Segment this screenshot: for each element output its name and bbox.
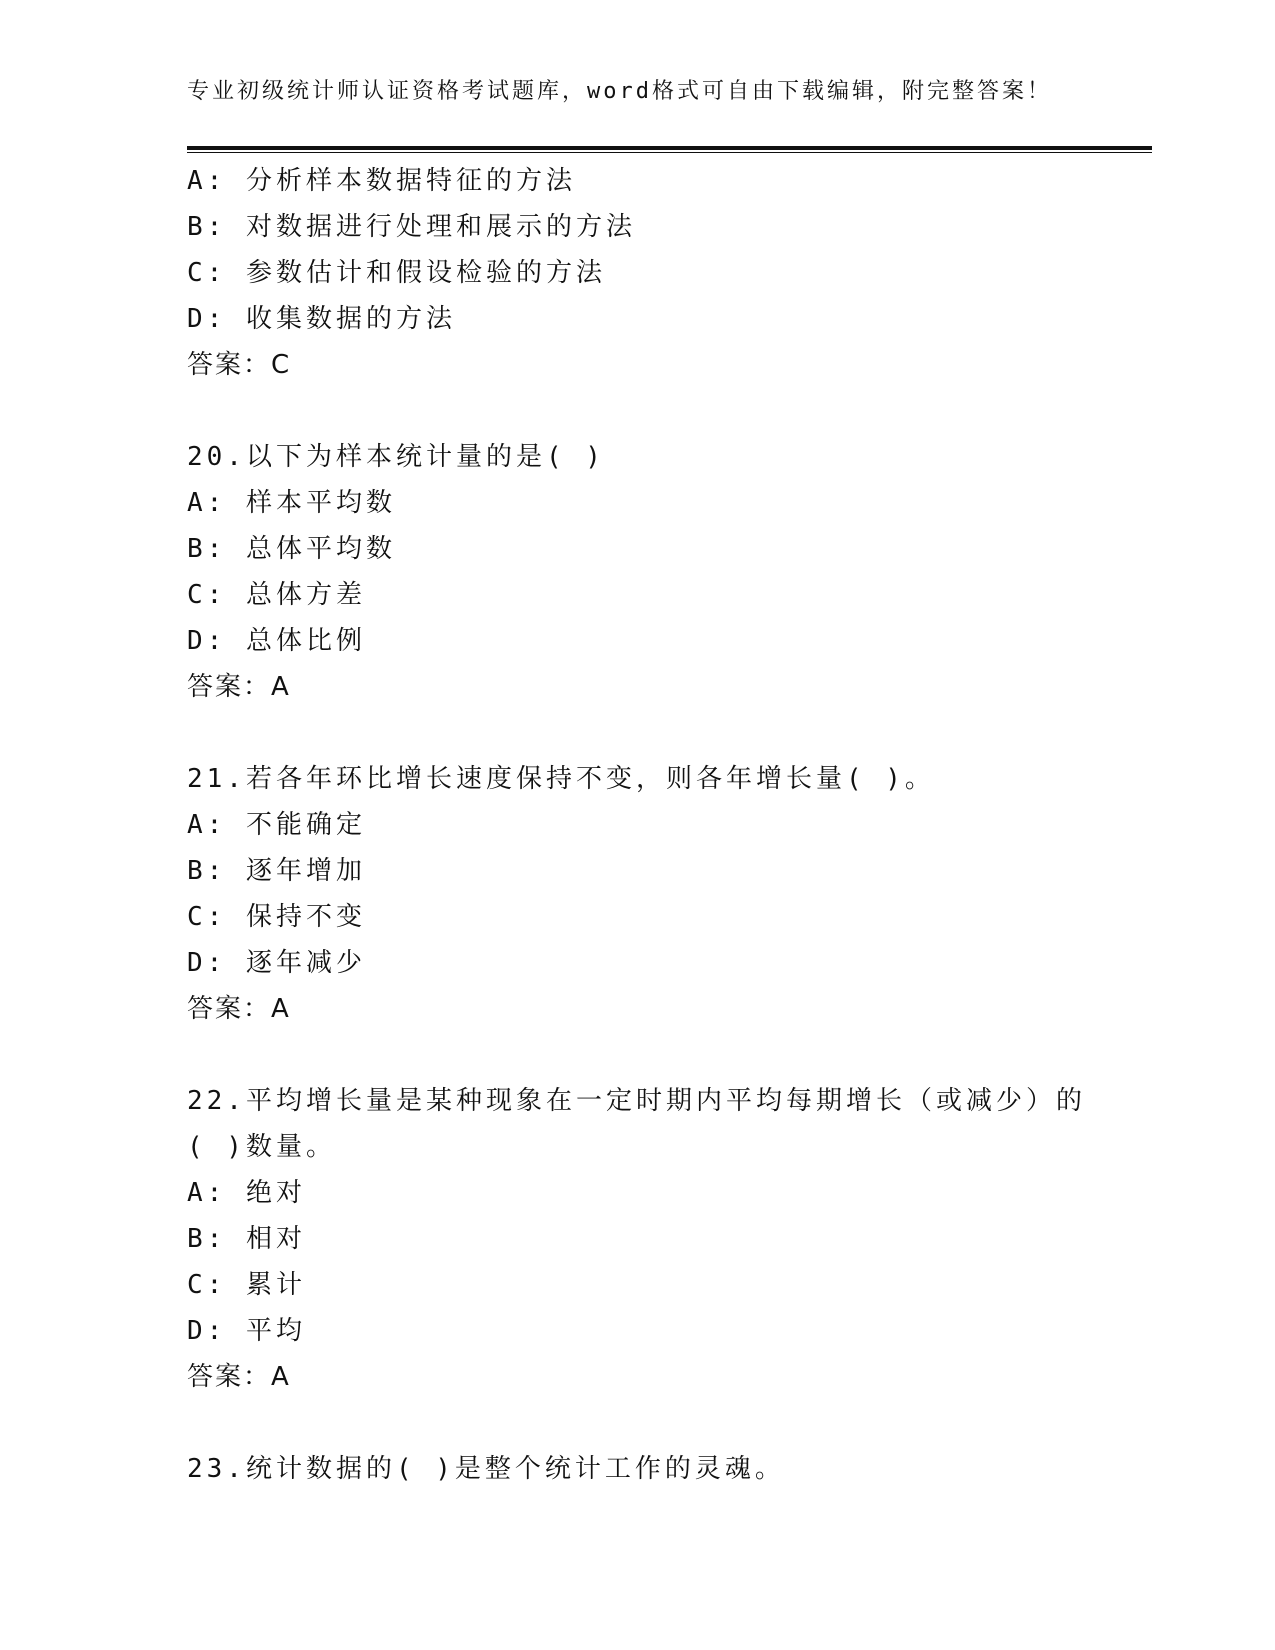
option-d: D: 收集数据的方法 [187,304,456,334]
spacer [187,1400,1147,1446]
question-23 [187,1446,1147,1492]
question-20 [187,434,1147,710]
question-22 [187,1078,1147,1400]
option-a: A: 分析样本数据特征的方法 [187,166,576,196]
option-d: D: 总体比例 [187,626,366,656]
option-c: C: 总体方差 [187,580,366,610]
answer-line: 答案：A [187,1362,291,1392]
option-c: C: 累计 [187,1270,306,1300]
question-stem-continued: ( )数量。 [187,1132,336,1162]
question-19-continued [187,158,1147,388]
option-b: B: 相对 [187,1224,306,1254]
option-a: A: 绝对 [187,1178,306,1208]
header-rule-thick [187,146,1152,150]
spacer [187,1032,1147,1078]
question-stem: 20.以下为样本统计量的是( ) [187,442,605,472]
answer-line: 答案：A [187,994,291,1024]
option-b: B: 逐年增加 [187,856,366,886]
spacer [187,710,1147,756]
option-c: C: 参数估计和假设检验的方法 [187,258,606,288]
option-d: D: 逐年减少 [187,948,366,978]
option-b: B: 总体平均数 [187,534,396,564]
option-c: C: 保持不变 [187,902,366,932]
document-header: 专业初级统计师认证资格考试题库，word格式可自由下载编辑，附完整答案！ [187,79,1052,104]
answer-line: 答案：C [187,350,292,380]
spacer [187,388,1147,434]
question-content [187,158,1147,1492]
answer-line: 答案：A [187,672,291,702]
question-21 [187,756,1147,1032]
option-a: A: 样本平均数 [187,488,396,518]
option-a: A: 不能确定 [187,810,366,840]
question-stem: 21.若各年环比增长速度保持不变，则各年增长量( )。 [187,764,935,794]
question-stem: 22.平均增长量是某种现象在一定时期内平均每期增长（或减少）的 [187,1086,1086,1116]
header-rule-thin [187,152,1152,153]
option-b: B: 对数据进行处理和展示的方法 [187,212,636,242]
question-stem: 23.统计数据的( )是整个统计工作的灵魂。 [187,1454,785,1484]
option-d: D: 平均 [187,1316,306,1346]
